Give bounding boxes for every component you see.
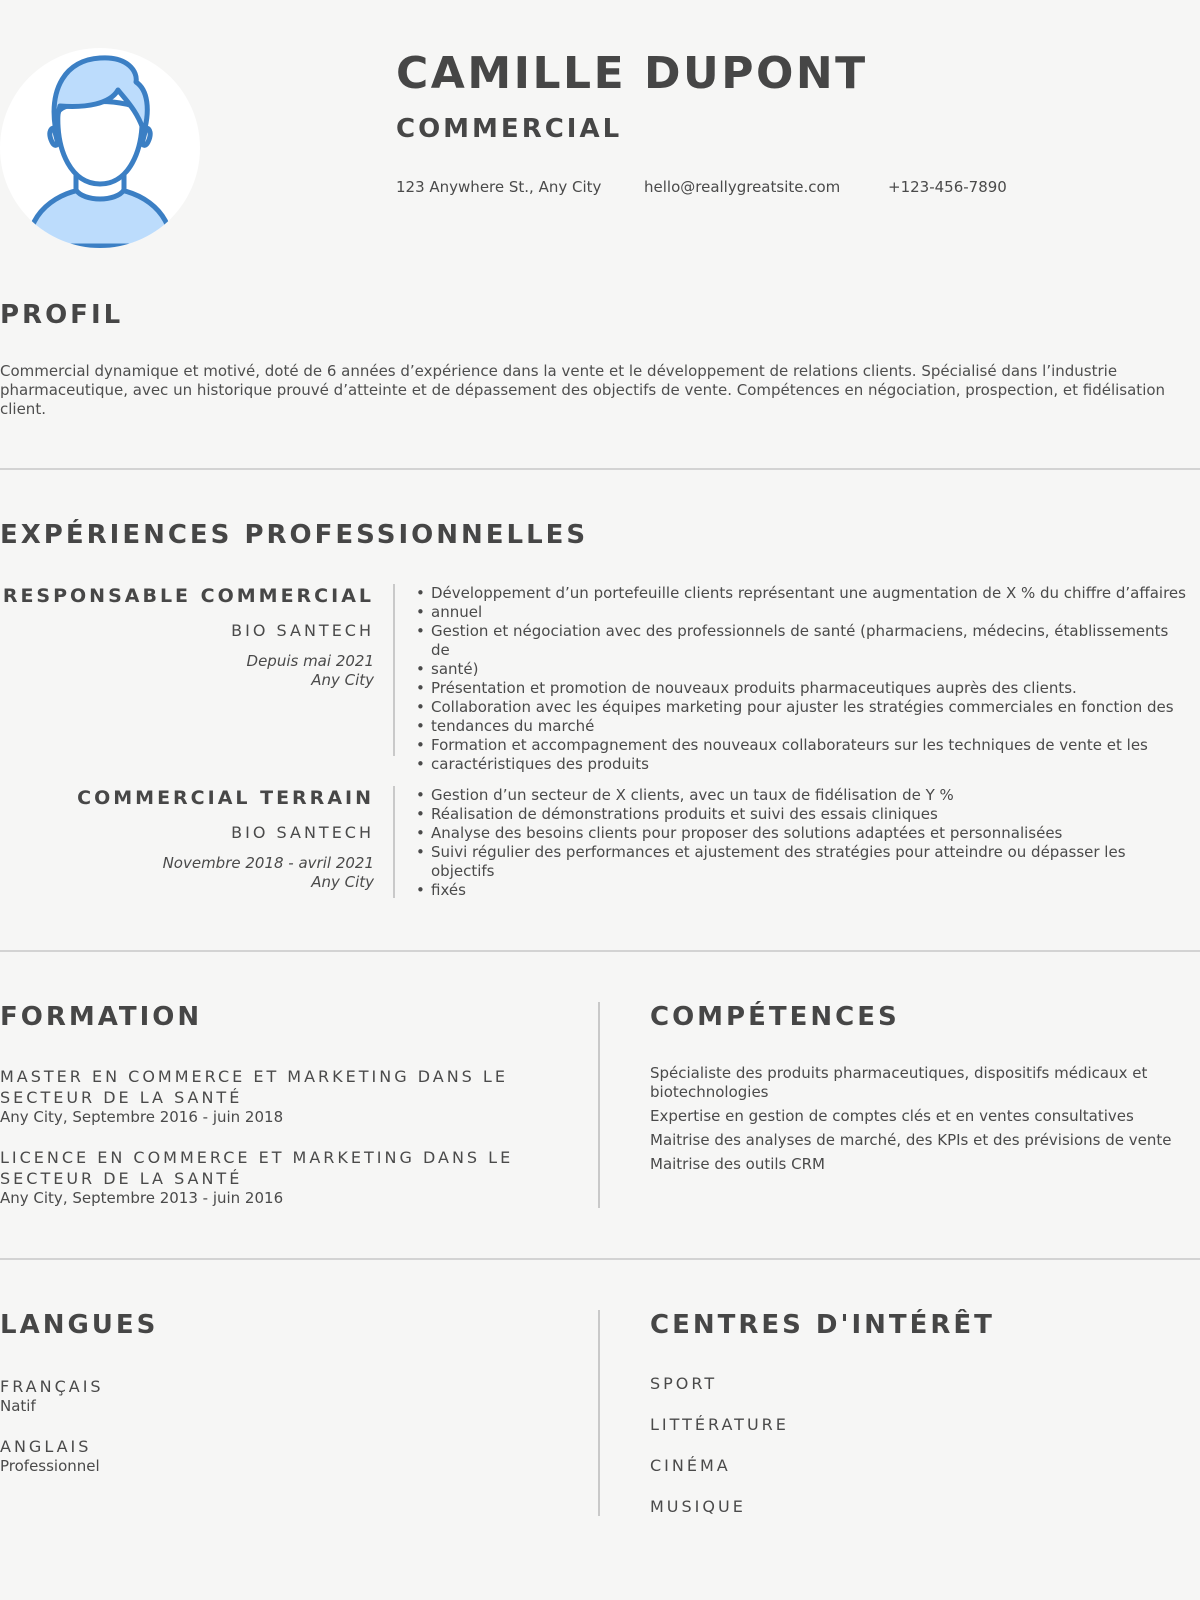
job-period: Novembre 2018 - avril 2021 [162,854,374,872]
column-divider [598,1310,600,1516]
job-2-info [0,786,374,892]
experience-title: EXPÉRIENCES PROFESSIONNELLES [0,520,589,550]
skills-title: COMPÉTENCES [650,1002,900,1032]
language-item [0,1376,104,1415]
languages-title: LANGUES [0,1310,159,1340]
profile-title: PROFIL [0,300,124,330]
divider [0,468,1200,470]
job-title: RESPONSABLE COMMERCIAL [2,585,374,607]
job-title: COMMERCIAL TERRAIN [77,787,374,809]
divider [0,1258,1200,1260]
column-divider [598,1002,600,1208]
list-item: • Analyse des besoins clients pour proposer des solutions adaptées et personnalisées [416,824,1186,843]
interest-item: SPORT [650,1374,718,1393]
interest-item: LITTÉRATURE [650,1415,789,1434]
user-avatar-icon [0,48,200,248]
list-item: • Collaboration avec les équipes marketing pour ajuster les stratégies commerciales en fonction des [416,698,1186,717]
language-item [0,1436,100,1475]
language-level: Natif [0,1397,36,1415]
education-details: Any City, Septembre 2013 - juin 2016 [0,1189,284,1207]
contact-phone: +123-456-7890 [888,178,1007,196]
language-name: FRANÇAIS [0,1377,104,1396]
job-location: Any City [311,671,374,689]
list-item: • Réalisation de démonstrations produits et suivi des essais cliniques [416,805,1186,824]
education-item [0,1147,560,1208]
skills-list [650,1064,1180,1179]
candidate-name: CAMILLE DUPONT [396,48,868,99]
list-item: • Développement d’un portefeuille clients représentant une augmentation de X % du chiffre d’affaires [416,584,1186,603]
job-1-info [0,584,374,690]
education-degree: LICENCE EN COMMERCE ET MARKETING DANS LE SECTEUR DE LA SANTÉ [0,1148,514,1188]
education-title: FORMATION [0,1002,203,1032]
interest-item: CINÉMA [650,1456,731,1475]
skill-item: Spécialiste des produits pharmaceutiques, dispositifs médicaux et biotechnologies [650,1064,1148,1101]
list-item: • Gestion d’un secteur de X clients, avec un taux de fidélisation de Y % [416,786,1186,805]
job-company: BIO SANTECH [231,823,374,842]
list-item: • tendances du marché [416,717,1186,736]
list-item: • Gestion et négociation avec des professionnels de santé (pharmaciens, médecins, établissements de [416,622,1186,660]
skill-item: Maitrise des analyses de marché, des KPIs et des prévisions de vente [650,1131,1172,1149]
job-2-bullets [416,786,1186,900]
job-divider [393,786,395,898]
list-item: • Formation et accompagnement des nouveaux collaborateurs sur les techniques de vente et les [416,736,1186,755]
job-period: Depuis mai 2021 [246,652,374,670]
skill-item: Maitrise des outils CRM [650,1155,825,1173]
list-item: • fixés [416,881,1186,900]
education-details: Any City, Septembre 2016 - juin 2018 [0,1108,284,1126]
candidate-role: COMMERCIAL [396,114,623,144]
contact-email: hello@reallygreatsite.com [644,178,841,196]
skill-item: Expertise en gestion de comptes clés et en ventes consultatives [650,1107,1134,1125]
divider [0,950,1200,952]
job-company: BIO SANTECH [231,621,374,640]
education-degree: MASTER EN COMMERCE ET MARKETING DANS LE SECTEUR DE LA SANTÉ [0,1067,508,1107]
language-level: Professionnel [0,1457,100,1475]
list-item: • Présentation et promotion de nouveaux produits pharmaceutiques auprès des clients. [416,679,1186,698]
list-item: • santé) [416,660,1186,679]
list-item: • caractéristiques des produits [416,755,1186,774]
list-item: • Suivi régulier des performances et ajustement des stratégies pour atteindre ou dépasser les objectifs [416,843,1186,881]
contact-address: 123 Anywhere St., Any City [396,178,602,196]
interest-item: MUSIQUE [650,1497,746,1516]
profile-text: Commercial dynamique et motivé, doté de 6 années d’expérience dans la vente et le développement de relations clients. Spécialisé dans l’industrie pharmaceutique, avec un historique prouvé d’atteinte et de dépassement des objectifs de vente. Compétences en négociation, prospection, et fidélisation client. [0,362,1166,418]
education-item [0,1066,560,1127]
job-1-bullets [416,584,1186,774]
language-name: ANGLAIS [0,1437,92,1456]
list-item: • annuel [416,603,1186,622]
job-location: Any City [311,873,374,891]
job-divider [393,584,395,756]
interests-title: CENTRES D'INTÉRÊT [650,1310,995,1340]
